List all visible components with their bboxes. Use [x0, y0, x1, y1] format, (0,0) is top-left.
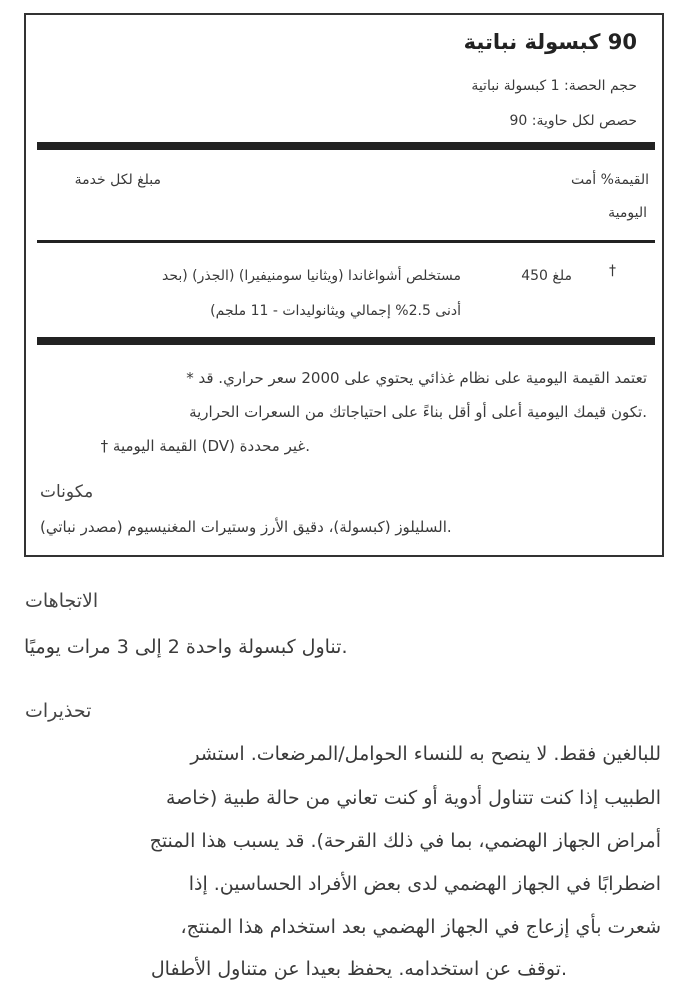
- amount-per-serving-header: مبلغ لكل خدمة: [74, 172, 161, 188]
- warnings-line: .توقف عن استخدامه. يحفظ بعيدا عن متناول الأطفال: [150, 958, 567, 980]
- warnings-heading: تحذيرات: [25, 700, 92, 722]
- facts-title: 90 كبسولة نباتية: [463, 30, 637, 54]
- thick-divider-bottom: [37, 337, 655, 345]
- footnote-line: .تكون قيمك اليومية أعلى أو أقل بناءً على احتياجاتك من السعرات الحرارية: [189, 403, 647, 421]
- warnings-line: للبالغين فقط. لا ينصح به للنساء الحوامل/المرضعات. استشر: [190, 743, 661, 765]
- warnings-line: الطبيب إذا كنت تتناول أدوية أو كنت تعاني من حالة طبية (خاصة: [165, 787, 661, 809]
- servings-per-container: حصص لكل حاوية: 90: [509, 113, 637, 129]
- footnote-line: تعتمد القيمة اليومية على نظام غذائي يحتوي على 2000 سعر حراري. قد *: [186, 369, 647, 387]
- directions-text: .تناول كبسولة واحدة 2 إلى 3 مرات يوميًا: [24, 636, 348, 658]
- warnings-line: شعرت بأي إزعاج في الجهاز الهضمي بعد استخدام هذا المنتج،: [180, 916, 661, 938]
- other-ingredients-text: .السليلوز (كبسولة)، دقيق الأرز وستيرات المغنيسيوم (مصدر نباتي): [40, 518, 452, 536]
- daily-value-header: القيمة% أمت: [571, 172, 649, 188]
- ingredients-heading: مكونات: [40, 482, 94, 502]
- directions-heading: الاتجاهات: [25, 590, 99, 612]
- warnings-line: اضطرابًا في الجهاز الهضمي لدى بعض الأفراد الحساسين. إذا: [188, 873, 661, 895]
- warnings-line: أمراض الجهاز الهضمي، بما في ذلك القرحة). قد يسبب هذا المنتج: [149, 830, 661, 852]
- footnote-line: .غير محددة (DV) القيمة اليومية †: [100, 437, 310, 455]
- ingredient-name-line2: أدنى 2.5% إجمالي ويثانوليدات - 11 ملجم): [210, 303, 461, 319]
- thick-divider-top: [37, 142, 655, 150]
- ingredient-dv-symbol: †: [609, 263, 616, 279]
- daily-value-header-line2: اليومية: [608, 205, 647, 221]
- supplement-facts-panel: [24, 13, 664, 557]
- ingredient-amount: ملغ 450: [521, 268, 572, 284]
- serving-size: حجم الحصة: 1 كبسولة نباتية: [471, 78, 637, 94]
- ingredient-name: مستخلص أشواغاندا (ويثانيا سومنيفيرا) (الجذر) (بحد: [161, 268, 461, 284]
- thin-divider: [37, 240, 655, 243]
